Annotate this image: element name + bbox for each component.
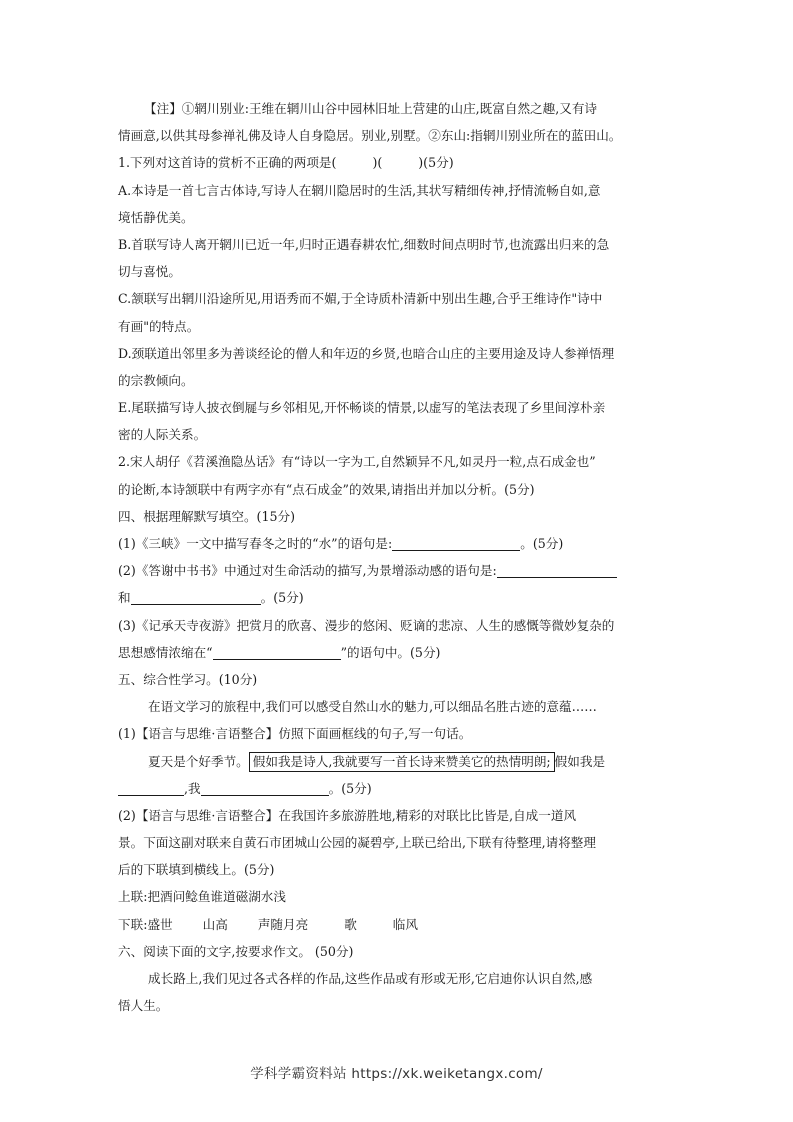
example-comma-wo: ,我 xyxy=(184,780,201,796)
question-1-prefix: 1.下列对这首诗的赏析不正确的两项是( xyxy=(118,155,337,171)
section-6-prompt-line-1: 成长路上,我们见过各式各样的作品,这些作品或有形或无形,它启迪你认识自然,感 xyxy=(148,971,593,986)
item-3-text: 思想感情浓缩在“ xyxy=(118,644,213,660)
option-e-line-1: E.尾联描写诗人披衣倒屣与乡邻相见,开怀畅谈的情景,以虚写的笔法表现了乡里间淳朴亲 xyxy=(118,400,606,416)
question-1-suffix: )(5分) xyxy=(418,155,454,171)
section-4-item-3-line-2 xyxy=(118,639,678,666)
couplet-word: 声随月亮 xyxy=(257,916,309,932)
item-2-and: 和 xyxy=(118,590,131,606)
note-line-1: 【注】①辋川别业:王维在辋川山谷中园林旧址上营建的山庄,既富自然之趣,又有诗 xyxy=(144,101,598,116)
couplet-lower xyxy=(118,911,678,938)
item-3-score: ”的语句中。(5分) xyxy=(340,644,441,660)
couplet-word: 临风 xyxy=(392,916,418,932)
section-5-intro: 在语文学习的旅程中,我们可以感受自然山水的魅力,可以细品名胜古迹的意蕴…… xyxy=(148,699,597,715)
section-4-item-2 xyxy=(118,557,678,584)
section-5-part-2-line-1: (2)【语言与思维·言语整合】在我国许多旅游胜地,精彩的对联比比皆是,自成一道风 xyxy=(118,807,577,823)
section-5-part-1-title: (1)【语言与思维·言语整合】仿照下面画框线的句子,写一句话。 xyxy=(118,726,472,742)
couplet-upper xyxy=(118,883,678,910)
section-4-title: 四、根据理解默写填空。(15分) xyxy=(118,508,295,524)
item-2-text: (2)《答谢中书书》中通过对生命活动的描写,为景增添动感的语句是: xyxy=(118,563,497,579)
couplet-upper-label: 上联: xyxy=(118,889,148,905)
option-c-line-2: 有画"的特点。 xyxy=(118,318,200,334)
question-2-line-2: 的论断,本诗颔联中有两字亦有“点石成金”的效果,请指出并加以分析。(5分) xyxy=(118,481,535,497)
footer-watermark[interactable]: 学科学霸资料站 https://xk.weiketangx.com/ xyxy=(250,1066,543,1082)
question-2-line-1: 2.宋人胡仔《苕溪渔隐丛话》有“诗以一字为工,自然颖异不凡,如灵丹一粒,点石成金也” xyxy=(118,454,596,470)
section-6-title: 六、阅读下面的文字,按要求作文。 (50分) xyxy=(118,943,354,959)
section-5-title: 五、综合性学习。(10分) xyxy=(118,671,258,687)
note-line-2: 情画意,以供其母参禅礼佛及诗人自身隐居。别业,别墅。②东山:指辋川别业所在的蓝田山。 xyxy=(118,128,622,144)
couplet-lower-label: 下联: xyxy=(118,916,148,932)
fill-blank-5[interactable] xyxy=(118,779,184,796)
section-5-part-2-line-3: 后的下联填到横线上。(5分) xyxy=(118,862,275,878)
example-lead: 夏天是个好季节。 xyxy=(148,753,249,769)
example-score: 。(5分) xyxy=(328,780,372,796)
couplet-word: 山高 xyxy=(202,916,228,932)
fill-blank-4[interactable] xyxy=(213,643,341,660)
fill-blank-1[interactable] xyxy=(392,534,520,551)
section-4-item-1 xyxy=(118,530,678,557)
section-5-part-2-line-2: 景。下面这副对联来自黄石市团城山公园的凝碧亭,上联已给出,下联有待整理,请将整理 xyxy=(118,835,596,851)
option-d-line-1: D.颈联道出邻里多为善谈经论的僧人和年迈的乡贤,也暗合山庄的主要用途及诗人参禅悟理 xyxy=(118,345,615,361)
fill-blank-3[interactable] xyxy=(131,588,261,605)
fill-blank-6[interactable] xyxy=(201,779,329,796)
couplet-word: 盛世 xyxy=(147,916,173,932)
option-a-line-2: 境恬静优美。 xyxy=(118,209,194,225)
question-1-mid: )( xyxy=(372,155,383,171)
boxed-sentence: 假如我是诗人,我就要写一首长诗来赞美它的热情明朗; xyxy=(249,752,555,772)
couplet-word: 歌 xyxy=(344,916,357,932)
question-1-stem xyxy=(118,149,678,176)
section-4-item-3-line-1: (3)《记承天寺夜游》把赏月的欣喜、漫步的悠闲、贬谪的悲凉、人生的感慨等微妙复杂的 xyxy=(118,617,615,633)
section-5-part-1-example xyxy=(118,748,678,775)
section-4-item-2-cont xyxy=(118,584,678,611)
section-5-part-1-blanks xyxy=(118,775,678,802)
item-1-text: (1)《三峡》一文中描写春冬之时的“水”的语句是: xyxy=(118,536,393,551)
option-d-line-2: 的宗教倾向。 xyxy=(118,372,194,388)
fill-blank-2[interactable] xyxy=(497,561,617,578)
option-e-line-2: 密的人际关系。 xyxy=(118,427,207,443)
option-c-line-1: C.颔联写出辋川沿途所见,用语秀而不媚,于全诗质朴清新中别出生趣,合乎王维诗作"诗中 xyxy=(118,291,603,307)
option-b-line-1: B.首联写诗人离开辋川已近一年,归时正遇春耕农忙,细数时间点明时节,也流露出归来的急 xyxy=(118,236,610,252)
section-6-prompt-line-2: 悟人生。 xyxy=(118,998,169,1014)
item-2-score: 。(5分) xyxy=(260,590,304,606)
example-continuation: 假如我是 xyxy=(554,753,606,769)
option-b-line-2: 切与喜悦。 xyxy=(118,264,181,280)
couplet-upper-text: 把酒问鲶鱼谁道磁湖水浅 xyxy=(147,889,286,905)
option-a-line-1: A.本诗是一首七言古体诗,写诗人在辋川隐居时的生活,其状写精细传神,抒情流畅自如,意 xyxy=(118,182,601,198)
item-1-score: 。(5分) xyxy=(520,536,564,551)
document-body xyxy=(118,95,678,1019)
